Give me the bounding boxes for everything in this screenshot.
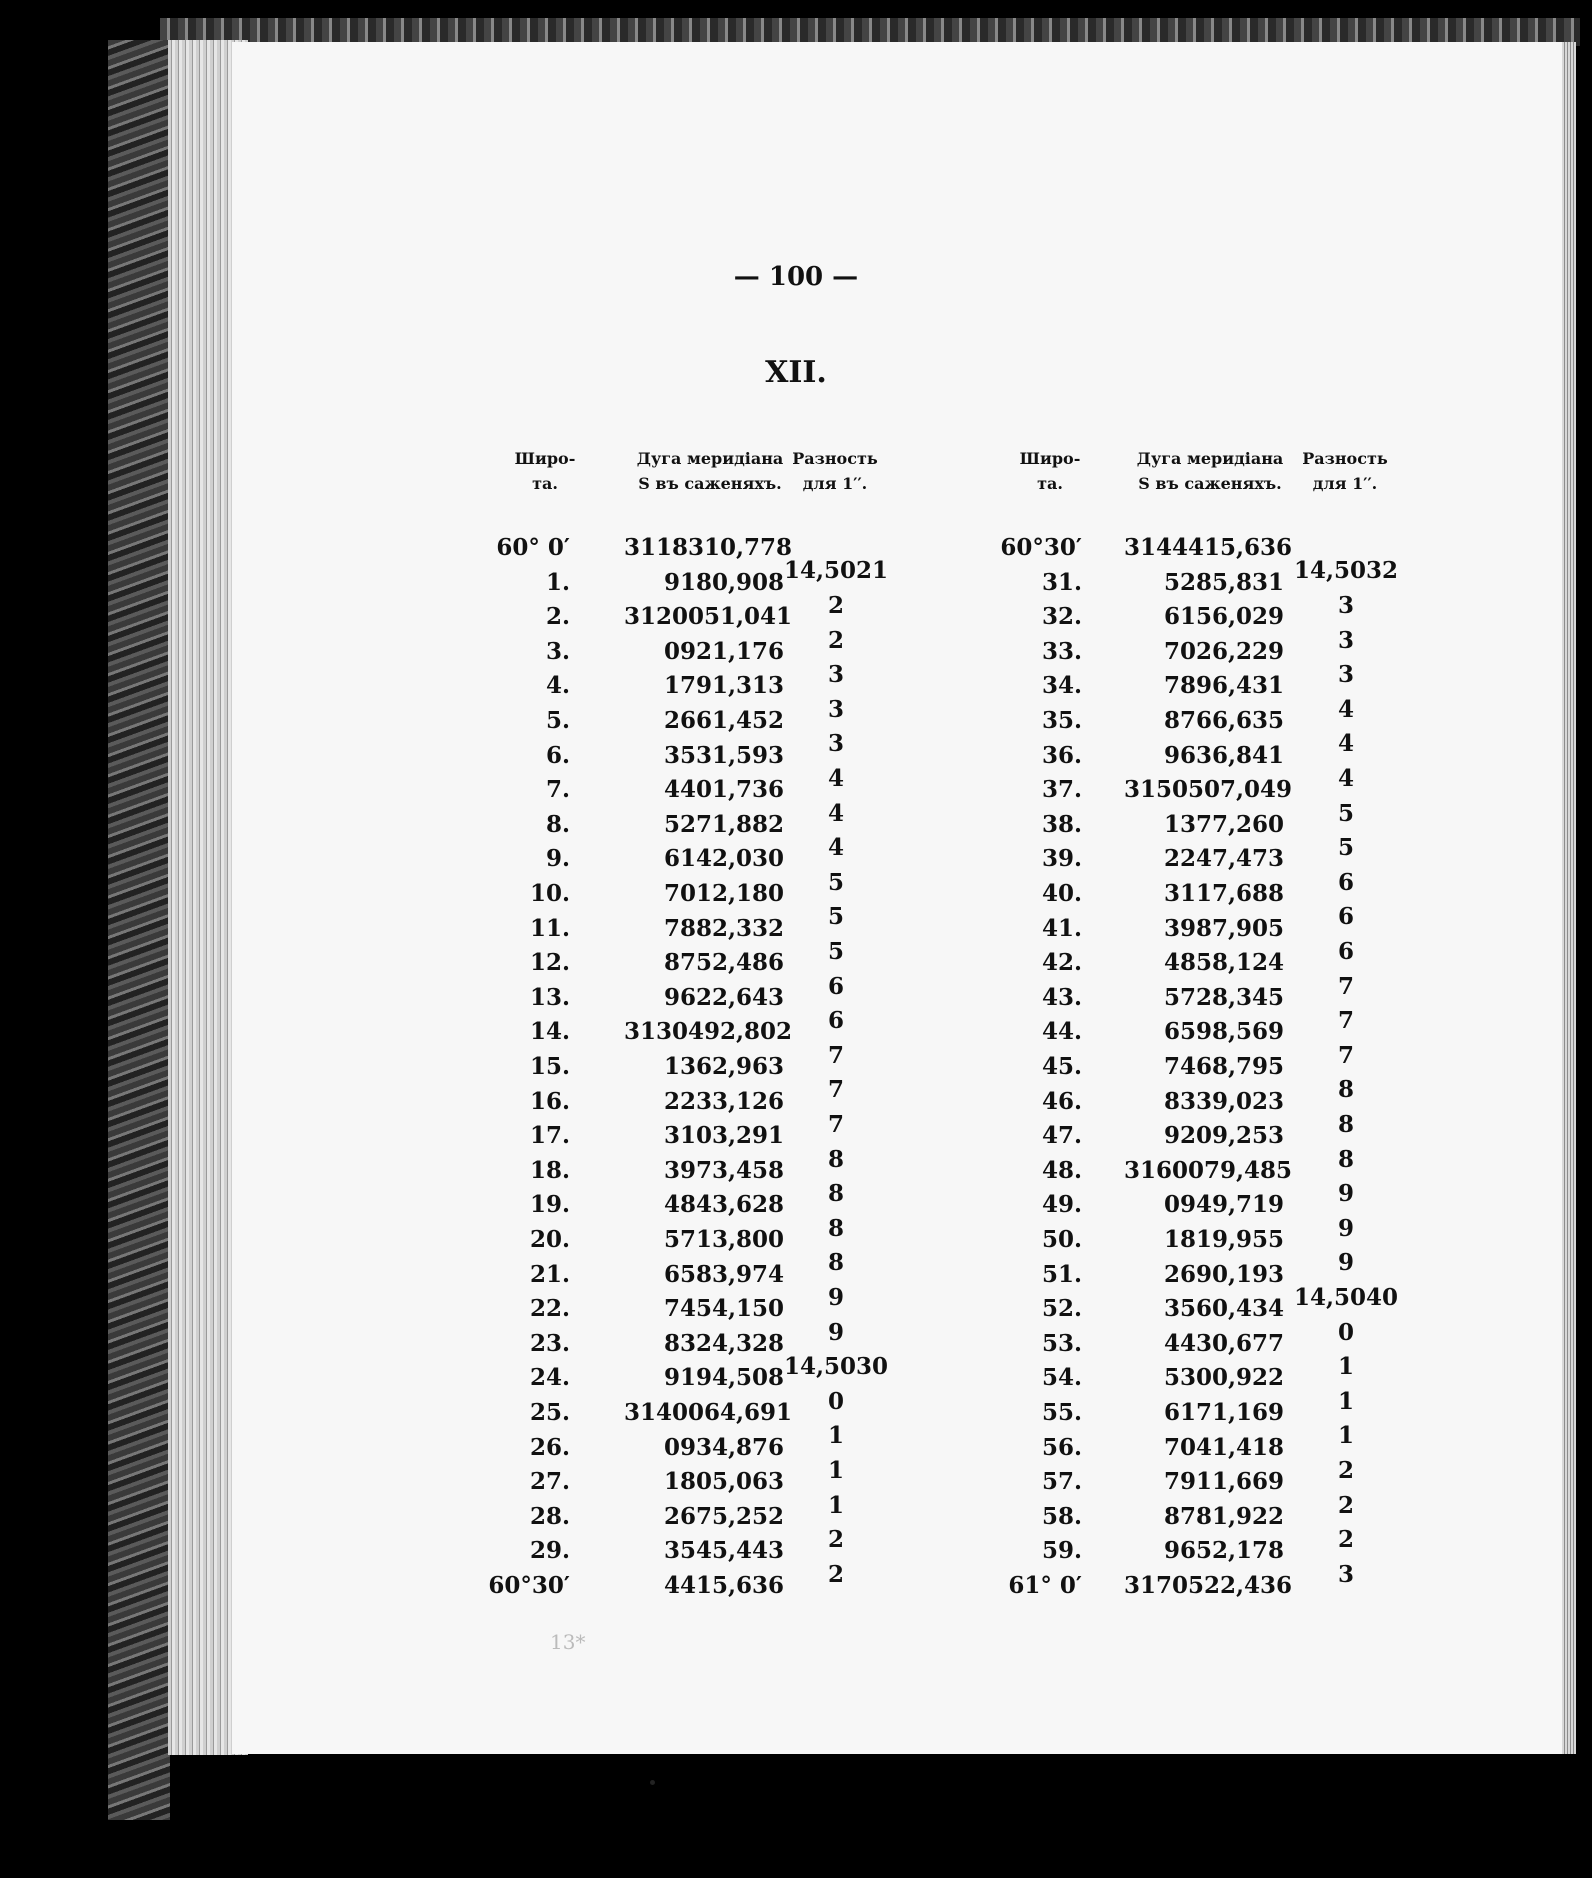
right-difference-cell: 9 — [1337, 1214, 1354, 1242]
right-difference-cell: 4 — [1337, 730, 1354, 758]
left-latitude-cell: 11. — [529, 914, 570, 942]
right-latitude-cell: 44. — [1041, 1018, 1082, 1046]
left-difference-cell: 14,5021 — [783, 557, 889, 585]
left-latitude-cell: 3. — [545, 637, 570, 665]
right-arc-cell: 2690,193 — [1163, 1260, 1284, 1288]
left-arc-cell: 6583,974 — [663, 1260, 784, 1288]
right-latitude-cell: 45. — [1041, 1053, 1082, 1080]
left-arc-cell: 1805,063 — [663, 1468, 784, 1496]
left-difference-cell: 3 — [827, 661, 844, 689]
right-latitude-cell: 60°30′ — [1000, 534, 1082, 561]
left-arc-cell: 2675,252 — [663, 1502, 784, 1530]
left-latitude-cell: 27. — [529, 1468, 570, 1496]
right-difference-cell: 3 — [1337, 1560, 1354, 1588]
right-difference-cell: 5 — [1337, 799, 1354, 827]
left-difference-cell: 1 — [827, 1456, 844, 1484]
right-latitude-cell: 48. — [1041, 1156, 1082, 1184]
right-difference-cell: 4 — [1337, 764, 1354, 792]
left-arc-cell: 3545,443 — [663, 1537, 784, 1565]
left-difference-cell: 2 — [827, 1560, 844, 1588]
right-difference-cell: 9 — [1337, 1180, 1354, 1208]
right-difference-cell: 9 — [1337, 1249, 1354, 1277]
right-difference-cell: 8 — [1337, 1110, 1354, 1138]
left-latitude-cell: 21. — [529, 1260, 570, 1288]
right-latitude-cell: 33. — [1041, 637, 1082, 665]
left-latitude-cell: 7. — [545, 776, 570, 804]
right-difference-cell: 2 — [1337, 1456, 1354, 1484]
right-arc-cell: 3150507,049 — [1124, 776, 1293, 804]
left-difference-cell: 0 — [827, 1387, 844, 1415]
right-difference-cell: 3 — [1337, 591, 1354, 619]
left-difference-cell: 7 — [827, 1076, 844, 1104]
left-arc-cell: 8752,486 — [663, 949, 784, 977]
left-difference-cell: 3 — [827, 695, 844, 723]
right-arc-cell: 6598,569 — [1163, 1018, 1284, 1046]
right-difference-cell: 1 — [1337, 1422, 1354, 1450]
left-arc-cell: 4401,736 — [663, 776, 784, 804]
left-header-difference — [785, 446, 885, 496]
right-arc-cell: 3144415,636 — [1124, 534, 1293, 561]
left-latitude-cell: 12. — [529, 949, 570, 977]
right-difference-cell: 7 — [1337, 1041, 1354, 1069]
right-difference-cell: 8 — [1337, 1145, 1354, 1173]
left-difference-cell: 7 — [827, 1041, 844, 1069]
left-latitude-cell: 28. — [529, 1502, 570, 1530]
right-difference-cell: 1 — [1337, 1353, 1354, 1381]
header-line: Разность — [792, 449, 878, 468]
right-arc-cell: 7041,418 — [1163, 1433, 1284, 1461]
right-latitude-cell: 34. — [1041, 672, 1082, 700]
page-right-edge — [1562, 42, 1576, 1754]
right-latitude-cell: 58. — [1041, 1502, 1082, 1530]
right-latitude-cell: 43. — [1041, 983, 1082, 1011]
right-arc-cell: 1377,260 — [1163, 810, 1284, 838]
right-latitude-cell: 41. — [1041, 914, 1082, 942]
left-difference-cell: 4 — [827, 764, 844, 792]
left-arc-cell: 3118310,778 — [624, 534, 793, 561]
left-header-latitude — [505, 446, 585, 496]
left-latitude-cell: 6. — [545, 741, 570, 769]
right-latitude-cell: 52. — [1041, 1295, 1082, 1323]
right-arc-cell: 3560,434 — [1163, 1295, 1284, 1323]
right-latitude-cell: 49. — [1041, 1191, 1082, 1219]
right-arc-cell: 7896,431 — [1163, 672, 1284, 700]
header-line: S въ саженяхъ. — [1138, 474, 1282, 493]
left-difference-cell: 4 — [827, 834, 844, 862]
right-difference-cell: 2 — [1337, 1526, 1354, 1554]
right-difference-cell: 1 — [1337, 1387, 1354, 1415]
left-difference-cell: 5 — [827, 937, 844, 965]
left-difference-cell: 3 — [827, 730, 844, 758]
right-header-arc — [1120, 446, 1300, 496]
right-header-difference — [1295, 446, 1395, 496]
left-arc-cell: 2661,452 — [663, 707, 784, 734]
left-latitude-cell: 10. — [529, 880, 570, 907]
right-difference-cell: 3 — [1337, 661, 1354, 689]
left-header-arc — [620, 446, 800, 496]
right-arc-cell: 7468,795 — [1163, 1053, 1284, 1080]
left-latitude-cell: 5. — [545, 707, 570, 734]
left-arc-cell: 5713,800 — [663, 1226, 784, 1253]
right-difference-cell: 14,5032 — [1293, 557, 1399, 585]
right-latitude-cell: 39. — [1041, 845, 1082, 873]
header-line: та. — [532, 474, 558, 493]
right-difference-cell: 7 — [1337, 972, 1354, 1000]
header-line: Широ- — [514, 449, 576, 468]
left-arc-cell: 7882,332 — [663, 914, 784, 942]
right-arc-cell: 7911,669 — [1163, 1468, 1284, 1496]
left-latitude-cell: 26. — [529, 1433, 570, 1461]
right-latitude-cell: 35. — [1041, 707, 1082, 734]
left-difference-cell: 2 — [827, 626, 844, 654]
left-latitude-cell: 8. — [545, 810, 570, 838]
right-latitude-cell: 54. — [1041, 1364, 1082, 1392]
right-latitude-cell: 36. — [1041, 741, 1082, 769]
left-latitude-cell: 25. — [529, 1399, 570, 1426]
left-arc-cell: 9194,508 — [663, 1364, 784, 1392]
left-arc-cell: 7454,150 — [663, 1295, 784, 1323]
left-difference-cell: 2 — [827, 591, 844, 619]
right-arc-cell: 6171,169 — [1163, 1399, 1284, 1426]
right-latitude-cell: 47. — [1041, 1122, 1082, 1150]
right-difference-cell: 6 — [1337, 903, 1354, 931]
right-arc-cell: 9652,178 — [1163, 1537, 1284, 1565]
left-latitude-cell: 24. — [529, 1364, 570, 1392]
left-latitude-cell: 23. — [529, 1329, 570, 1357]
right-difference-cell: 4 — [1337, 695, 1354, 723]
right-latitude-cell: 57. — [1041, 1468, 1082, 1496]
left-arc-cell: 3130492,802 — [624, 1018, 793, 1046]
right-latitude-cell: 53. — [1041, 1329, 1082, 1357]
left-arc-cell: 9180,908 — [663, 568, 784, 596]
left-latitude-cell: 17. — [529, 1122, 570, 1150]
left-latitude-cell: 1. — [545, 568, 570, 596]
page-number: — 100 — — [733, 262, 859, 292]
header-line: S въ саженяхъ. — [638, 474, 782, 493]
left-arc-cell: 4843,628 — [663, 1191, 784, 1219]
left-difference-cell: 7 — [827, 1110, 844, 1138]
left-difference-cell: 6 — [827, 1007, 844, 1035]
right-arc-cell: 5300,922 — [1163, 1364, 1284, 1392]
left-difference-cell: 2 — [827, 1526, 844, 1554]
right-arc-cell: 3117,688 — [1163, 880, 1284, 907]
left-arc-cell: 3973,458 — [663, 1156, 784, 1184]
left-difference-cell: 6 — [827, 972, 844, 1000]
left-latitude-cell: 16. — [529, 1087, 570, 1115]
left-difference-cell: 1 — [827, 1422, 844, 1450]
left-difference-cell: 5 — [827, 903, 844, 931]
header-line: для 1′′. — [1312, 474, 1378, 493]
book-cover-spine — [108, 40, 170, 1820]
left-latitude-cell: 18. — [529, 1156, 570, 1184]
right-latitude-cell: 40. — [1041, 880, 1082, 907]
left-latitude-cell: 15. — [529, 1053, 570, 1080]
left-difference-cell: 8 — [827, 1214, 844, 1242]
right-arc-cell: 8781,922 — [1163, 1502, 1284, 1530]
right-difference-cell: 0 — [1337, 1318, 1354, 1346]
right-arc-cell: 3160079,485 — [1124, 1156, 1293, 1184]
left-difference-cell: 5 — [827, 868, 844, 896]
left-latitude-cell: 2. — [545, 603, 570, 631]
right-difference-cell: 3 — [1337, 626, 1354, 654]
left-difference-cell: 9 — [827, 1318, 844, 1346]
right-latitude-cell: 56. — [1041, 1433, 1082, 1461]
right-latitude-cell: 61° 0′ — [1008, 1572, 1082, 1599]
right-difference-cell: 5 — [1337, 834, 1354, 862]
right-arc-cell: 2247,473 — [1163, 845, 1284, 873]
right-arc-cell: 6156,029 — [1163, 603, 1284, 631]
left-difference-cell: 9 — [827, 1283, 844, 1311]
header-line: для 1′′. — [802, 474, 868, 493]
left-arc-cell: 0934,876 — [663, 1433, 784, 1461]
header-line: Разность — [1302, 449, 1388, 468]
right-latitude-cell: 38. — [1041, 810, 1082, 838]
right-difference-cell: 14,5040 — [1293, 1283, 1399, 1311]
right-arc-cell: 9636,841 — [1163, 741, 1284, 769]
left-difference-cell: 8 — [827, 1180, 844, 1208]
left-arc-cell: 6142,030 — [663, 845, 784, 873]
right-arc-cell: 3987,905 — [1163, 914, 1284, 942]
faint-signature-mark: 13* — [550, 1630, 586, 1654]
right-arc-cell: 3170522,436 — [1124, 1572, 1293, 1599]
left-latitude-cell: 13. — [529, 983, 570, 1011]
left-latitude-cell: 19. — [529, 1191, 570, 1219]
left-arc-cell: 3531,593 — [663, 741, 784, 769]
left-arc-cell: 3103,291 — [663, 1122, 784, 1150]
left-arc-cell: 2233,126 — [663, 1087, 784, 1115]
right-arc-cell: 5728,345 — [1163, 983, 1284, 1011]
right-arc-cell: 0949,719 — [1163, 1191, 1284, 1219]
header-line: Дуга меридіана — [636, 449, 784, 468]
left-latitude-cell: 29. — [529, 1537, 570, 1565]
header-line: Широ- — [1019, 449, 1081, 468]
header-line: Дуга меридіана — [1136, 449, 1284, 468]
right-latitude-cell: 46. — [1041, 1087, 1082, 1115]
left-latitude-cell: 60° 0′ — [496, 534, 570, 561]
left-difference-cell: 14,5030 — [783, 1353, 889, 1381]
left-latitude-cell: 60°30′ — [488, 1572, 570, 1599]
right-arc-cell: 4858,124 — [1163, 949, 1284, 977]
right-latitude-cell: 37. — [1041, 776, 1082, 804]
left-arc-cell: 8324,328 — [663, 1329, 784, 1357]
left-arc-cell: 9622,643 — [663, 983, 784, 1011]
left-arc-cell: 3140064,691 — [624, 1399, 793, 1426]
right-difference-cell: 6 — [1337, 937, 1354, 965]
left-latitude-cell: 22. — [529, 1295, 570, 1323]
right-arc-cell: 7026,229 — [1163, 637, 1284, 665]
right-latitude-cell: 50. — [1041, 1226, 1082, 1253]
right-difference-cell: 6 — [1337, 868, 1354, 896]
left-arc-cell: 7012,180 — [663, 880, 784, 907]
right-latitude-cell: 31. — [1041, 568, 1082, 596]
right-latitude-cell: 55. — [1041, 1399, 1082, 1426]
left-latitude-cell: 14. — [529, 1018, 570, 1046]
left-arc-cell: 1791,313 — [663, 672, 784, 700]
right-latitude-cell: 59. — [1041, 1537, 1082, 1565]
header-line: та. — [1037, 474, 1063, 493]
left-arc-cell: 4415,636 — [663, 1572, 784, 1599]
left-difference-cell: 1 — [827, 1491, 844, 1519]
right-difference-cell: 8 — [1337, 1076, 1354, 1104]
right-arc-cell: 8766,635 — [1163, 707, 1284, 734]
right-header-latitude — [1010, 446, 1090, 496]
left-arc-cell: 5271,882 — [663, 810, 784, 838]
left-latitude-cell: 9. — [545, 845, 570, 873]
right-latitude-cell: 42. — [1041, 949, 1082, 977]
left-arc-cell: 0921,176 — [663, 637, 784, 665]
right-difference-cell: 2 — [1337, 1491, 1354, 1519]
right-arc-cell: 5285,831 — [1163, 568, 1284, 596]
right-arc-cell: 1819,955 — [1163, 1226, 1284, 1253]
right-latitude-cell: 32. — [1041, 603, 1082, 631]
left-difference-cell: 8 — [827, 1249, 844, 1277]
left-latitude-cell: 4. — [545, 672, 570, 700]
right-arc-cell: 8339,023 — [1163, 1087, 1284, 1115]
right-latitude-cell: 51. — [1041, 1260, 1082, 1288]
ink-dot — [650, 1780, 655, 1785]
left-arc-cell: 3120051,041 — [624, 603, 793, 631]
left-latitude-cell: 20. — [529, 1226, 570, 1253]
right-difference-cell: 7 — [1337, 1007, 1354, 1035]
section-title: XII. — [765, 355, 827, 390]
left-difference-cell: 8 — [827, 1145, 844, 1173]
right-arc-cell: 4430,677 — [1163, 1329, 1284, 1357]
left-arc-cell: 1362,963 — [663, 1053, 784, 1080]
right-arc-cell: 9209,253 — [1163, 1122, 1284, 1150]
left-difference-cell: 4 — [827, 799, 844, 827]
